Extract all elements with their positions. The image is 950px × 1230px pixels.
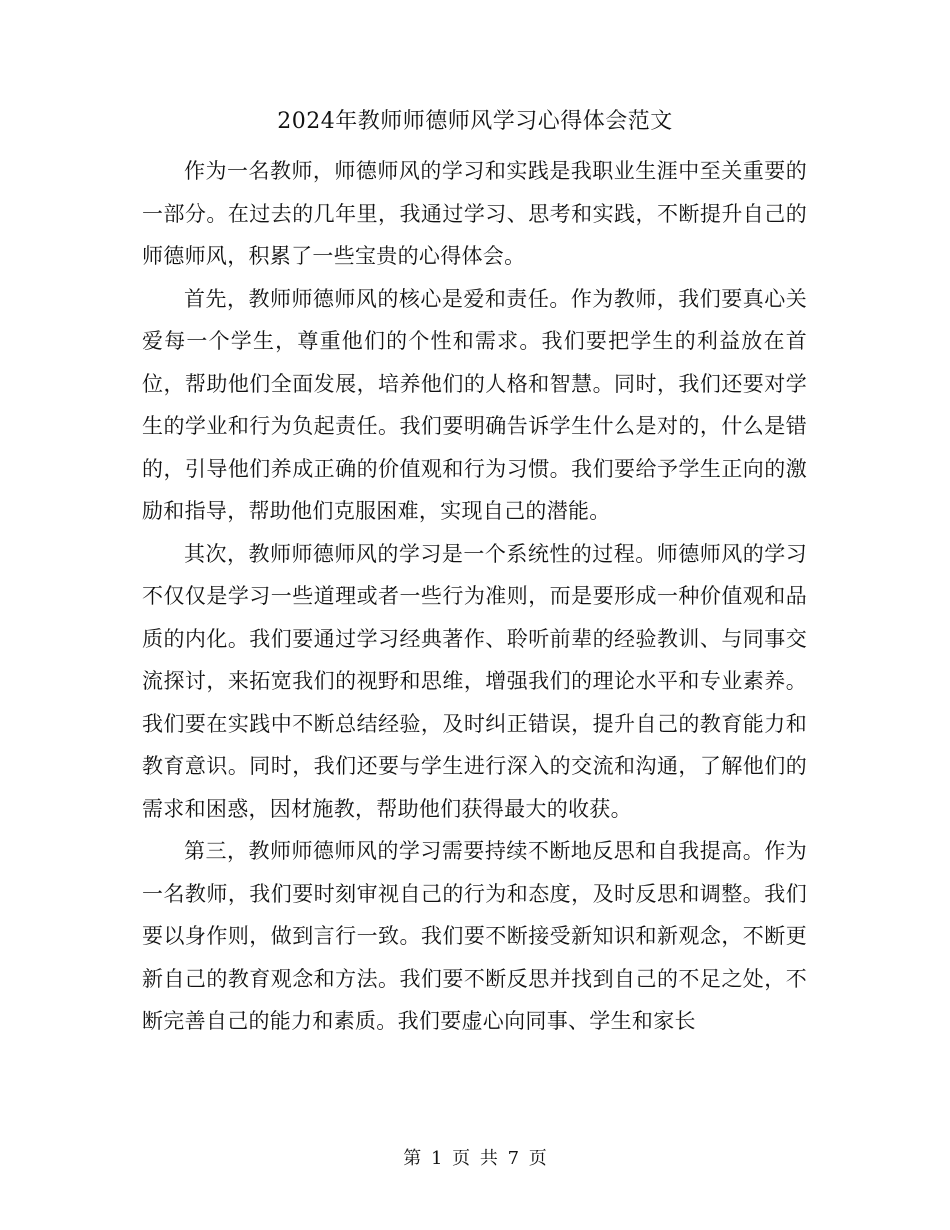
document-body (142, 150, 807, 1043)
document-title: 2024年教师师德师风学习心得体会范文 (277, 109, 673, 134)
paragraph-2: 首先，教师师德师风的核心是爱和责任。作为教师，我们要真心关爱每一个学生，尊重他们的个性和需求。我们要把学生的利益放在首位，帮助他们全面发展，培养他们的人格和智慧。同时，我们还要对学生的学业和行为负起责任。我们要明确告诉学生什么是对的，什么是错的，引导他们养成正确的价值观和行为习惯。我们要给予学生正向的激励和指导，帮助他们克服困难，实现自己的潜能。 (142, 286, 807, 523)
paragraph-4: 第三，教师师德师风的学习需要持续不断地反思和自我提高。作为一名教师，我们要时刻审视自己的行为和态度，及时反思和调整。我们要以身作则，做到言行一致。我们要不断接受新知识和新观念，不断更新自己的教育观念和方法。我们要不断反思并找到自己的不足之处，不断完善自己的能力和素质。我们要虚心向同事、学生和家长 (142, 839, 807, 1033)
paragraph-3: 其次，教师师德师风的学习是一个系统性的过程。师德师风的学习不仅仅是学习一些道理或者一些行为准则，而是要形成一种价值观和品质的内化。我们要通过学习经典著作、聆听前辈的经验教训、与同事交流探讨，来拓宽我们的视野和思维，增强我们的理论水平和专业素养。我们要在实践中不断总结经验，及时纠正错误，提升自己的教育能力和教育意识。同时，我们还要与学生进行深入的交流和沟通，了解他们的需求和困惑，因材施教，帮助他们获得最大的收获。 (142, 541, 807, 821)
paragraph-1: 作为一名教师，师德师风的学习和实践是我职业生涯中至关重要的一部分。在过去的几年里，我通过学习、思考和实践，不断提升自己的师德师风，积累了一些宝贵的心得体会。 (142, 159, 807, 268)
page-number-footer: 第 1 页 共 7 页 (403, 1148, 547, 1169)
